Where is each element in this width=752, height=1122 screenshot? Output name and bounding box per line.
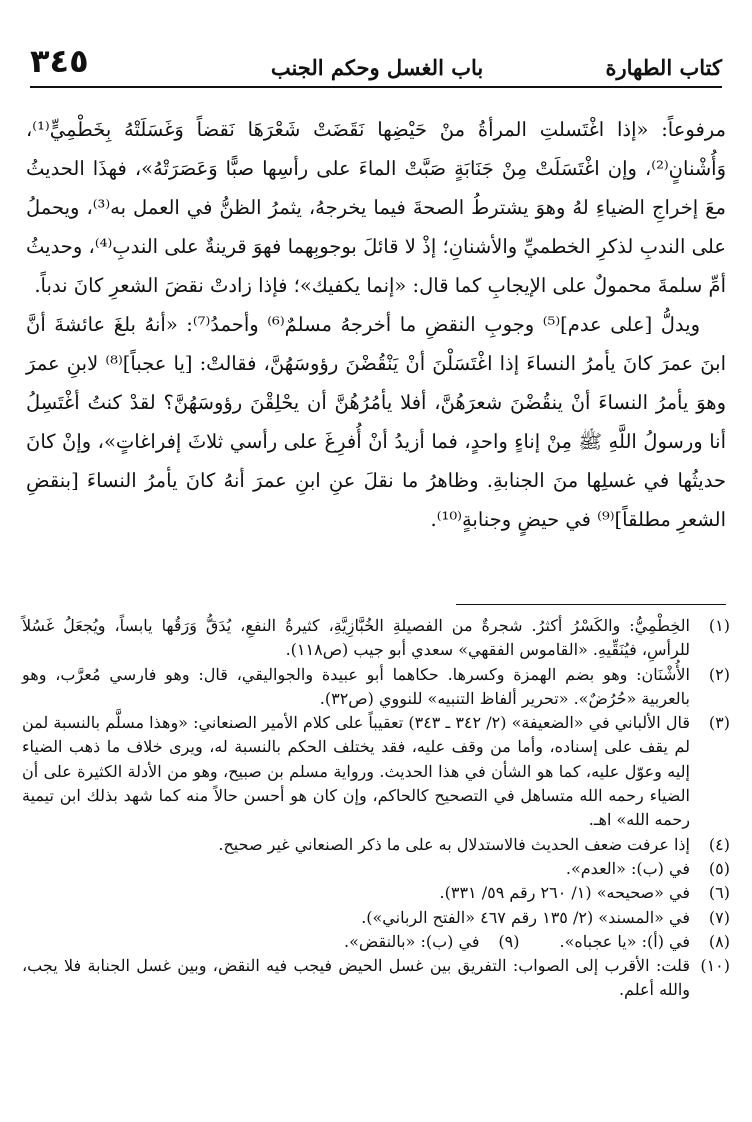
footnote-number: (٣) <box>708 713 730 733</box>
footnote-6 <box>22 881 730 905</box>
paragraph-2: ويدلُّ [على عدم]⁽⁵⁾ وجوبِ النقضِ ما أخرجهُ مسلمٌ⁽⁶⁾ وأحمدُ⁽⁷⁾: «أنهُ بلغَ عائشةَ أنَّ ابنَ عمرَ كانَ يأمرُ النساءَ إذا اغْتَسَلْنَ أنْ يَنْقُضْنَ رؤوسَهُنَّ، فقالتْ: [يا عجباً]⁽⁸⁾ لابنِ عمرَ وهوَ يأمرُ النساءَ أنْ ينقُضْنَ شعرَهُنَّ، أفلا يأمُرُهُنَّ أن يحْلِقْنَ رؤوسَهُنَّ؟ لقدْ كنتُ أغْتَسِلُ أنا ورسولُ اللَّهِ ﷺ مِنْ إناءٍ واحدٍ، فما أزيدُ أنْ أُفرِغَ على رأسي ثلاثَ إفراغاتٍ»، وإنْ كانَ حديثُها في غسلِها منَ الجنابةِ. وظاهرُ ما نقلَ عنِ ابنِ عمرَ أنهُ كانَ يأمرُ النساءَ [بنقضِ الشعرِ مطلقاً]⁽⁹⁾ في حيضٍ وجنابةٍ⁽¹⁰⁾. <box>26 313 726 531</box>
footnote-number: (٨) <box>708 931 730 951</box>
footnote-text: الأُشْنَان: وهو بضم الهمزة وكسرها. حكاهما أبو عبيدة والجواليقي، قال: وهو فارسي مُعرَّب، وهو بالعربية «حُرُضٌ». «تحرير ألفاظ التنبيه» للنووي (ص٣٢). <box>22 664 690 708</box>
footnote-8 <box>559 930 730 954</box>
footnote-number: (٤) <box>708 834 730 854</box>
footnote-number: (١) <box>708 616 730 635</box>
footnote-text: في «صحيحه» (١/ ٢٦٠ رقم ٥٩/ ٣٣١). <box>439 883 690 903</box>
footnote-1 <box>22 614 730 663</box>
footnote-5 <box>22 857 730 881</box>
main-text <box>26 110 726 539</box>
footnote-7 <box>22 906 730 930</box>
page-header <box>30 28 722 88</box>
footnote-10 <box>22 954 730 1003</box>
footnote-number: (٥) <box>708 858 730 878</box>
footnote-text: إذا عرفت ضعف الحديث فالاستدلال به على ما ذكر الصنعاني غير صحيح. <box>218 834 690 854</box>
paragraph-1: مرفوعاً: «إذا اغْتَسلتِ المرأةُ منْ حَيْضِها نَقَضَتْ شَعْرَهَا نَقضاً وَغَسَلَتْهُ بِخَطْمِيٍّ⁽¹⁾، وَأُشْنانٍ⁽²⁾، وإن اغْتَسَلَتْ مِنْ جَنَابَةٍ صَبَّتْ الماءَ على رأسِها صبًّا وَعَصَرَتْهُ»، فهذَا الحديثُ معَ إخراجِ الضياءِ لهُ وهوَ يشترطُ الصحةَ فيما يخرجهُ، يثمرُ الظنُّ في العمل به⁽³⁾، ويحملُ على الندبِ لذكرِ الخطميِّ والأشنانِ؛ إذْ لا قائلَ بوجوبِهما فهوَ قرينةٌ على الندبِ⁽⁴⁾، وحديثُ أمِّ سلمةَ محمولٌ على الإيجابِ كما قال: «إنما يكفيك»؛ فإذا زادتْ نقضَ الشعرِ كانَ ندباً. <box>26 118 726 297</box>
chapter-title: باب الغسل وحكم الجنب <box>270 55 484 80</box>
footnote-number: (٢) <box>708 664 730 684</box>
footnote-text: الخِطْمِيُّ: والكَسْرُ أكثرُ. شجرةٌ من الفصيلةِ الخُبَّازِيَّةِ، كثيرةُ النفعِ، يُدَقُّ وَرَقُها يابساً، ويُجعَلُ غَسُلاً للرأسِ، فيُنَقِّيهِ. «القاموس الفقهي» سعدي أبو جيب (ص١١٨). <box>22 616 691 660</box>
footnote-text: في (أ): «يا عجباه». <box>559 931 690 951</box>
footnote-text: قلت: الأقرب إلى الصواب: التفريق بين غسل الحيض فيجب فيه النقض، وبين غسل الجنابة فلا يجب، والله أعلم. <box>22 956 690 1000</box>
footnote-text: قال الألباني في «الضعيفة» (٢/ ٣٤٢ ـ ٣٤٣) تعقيباً على كلام الأمير الصنعاني: «وهذا مسلَّم بالنسبة لمن لم يقف على إسناده، وأما من وقف عليه، فقد يختلف الحكم بالنسبة له، ويرى خلاف ما ذهب الضياء إليه وعوّل عليه، كما هو الشأن في هذا الحديث. ورواية مسلم بن صبيح، وهو من الأدلة الكثيرة على أن الضياء رحمه الله متساهل في التصحيح كالحاكم، وإن كان هو أحسن حالاً منه كما شهد بذلك ابن تيمية رحمه الله» اهـ. <box>22 713 690 830</box>
footnote-text: في (ب): «العدم». <box>565 858 690 878</box>
footnote-4 <box>22 833 730 857</box>
footnote-number: (٧) <box>708 907 730 927</box>
footnote-number: (١٠) <box>700 956 730 976</box>
footnote-text: في «المسند» (٢/ ١٣٥ رقم ٤٦٧ «الفتح الرباني»). <box>361 907 690 927</box>
footnote-3 <box>22 711 730 832</box>
footnote-2 <box>22 663 730 712</box>
page-number: ٣٤٥ <box>30 42 89 80</box>
footnotes <box>22 614 730 1003</box>
footnote-number: (٩) <box>498 931 520 951</box>
footnote-row-8-9 <box>22 930 730 954</box>
footnote-number: (٦) <box>708 883 730 903</box>
footnote-9 <box>344 930 519 954</box>
book-title: كتاب الطهارة <box>605 55 722 80</box>
footnote-divider <box>456 604 726 605</box>
footnote-text: في (ب): «بالنقض». <box>344 931 480 951</box>
